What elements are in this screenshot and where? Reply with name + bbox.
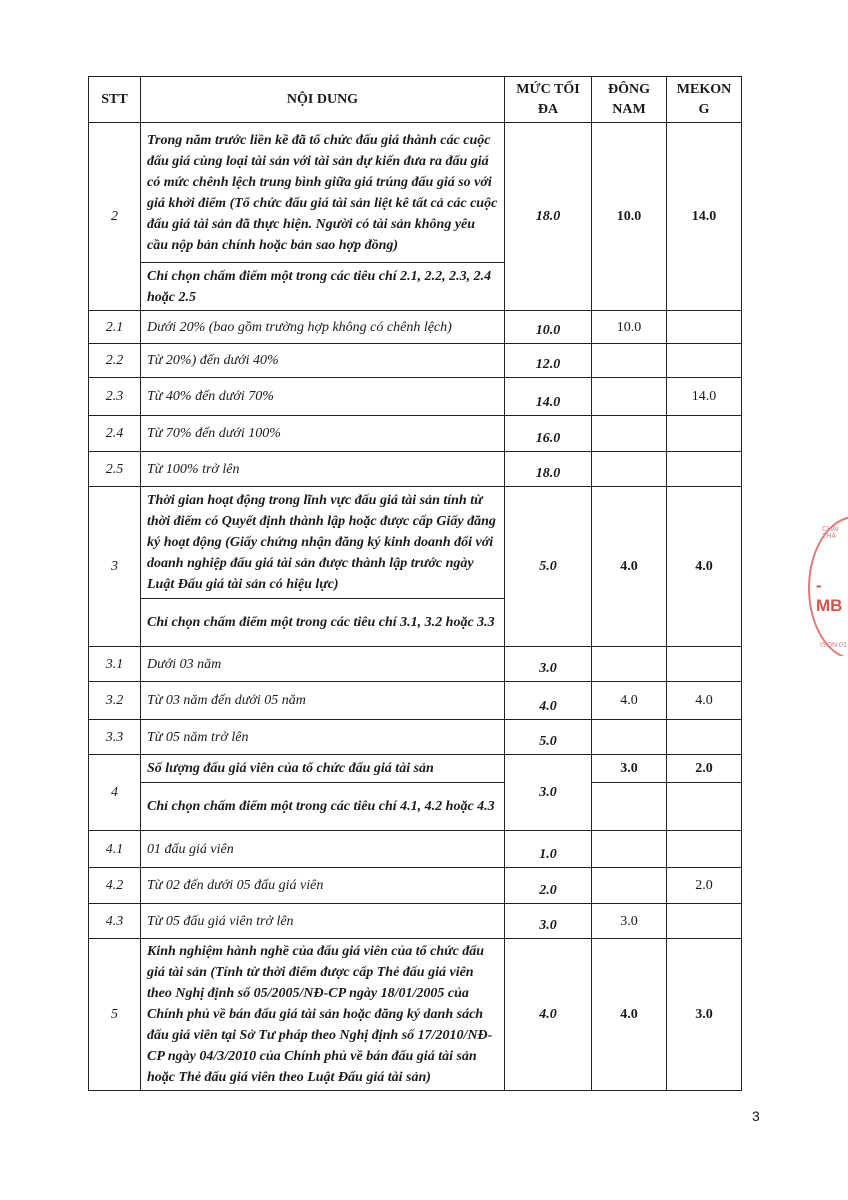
row-mekong: [667, 344, 742, 378]
table-row: [89, 344, 742, 378]
row-dong-nam: [592, 647, 667, 682]
row-content: Từ 20%) đến dưới 40%: [141, 344, 505, 378]
empty-cell: [667, 783, 742, 831]
table-row: [89, 311, 742, 344]
row-max: 1.0: [505, 831, 592, 868]
row-max: 4.0: [505, 939, 592, 1091]
header-max: MỨC TỐI ĐA: [505, 77, 592, 123]
stamp-bottom-text: ISON:01: [820, 642, 847, 649]
row-max: 18.0: [505, 123, 592, 311]
row-dong-nam: [592, 416, 667, 452]
row-stt: 4.1: [89, 831, 141, 868]
row-content: Từ 40% đến dưới 70%: [141, 378, 505, 416]
row-content: Từ 100% trở lên: [141, 452, 505, 487]
row-max: 3.0: [505, 647, 592, 682]
header-stt: STT: [89, 77, 141, 123]
row-mekong: 14.0: [667, 378, 742, 416]
table-row: [89, 682, 742, 720]
row-content: Dưới 20% (bao gồm trường hợp không có chênh lệch): [141, 311, 505, 344]
row-stt: 3: [89, 487, 141, 647]
row-mekong: [667, 416, 742, 452]
row-content: Thời gian hoạt động trong lĩnh vực đấu giá tài sản tính từ thời điểm có Quyết định thành lập hoặc được cấp Giấy đăng ký hoạt động (Giấy chứng nhận đăng ký kinh doanh đối với doanh nghiệp đấu giá tài sản được thành lập trước ngày Luật Đấu giá tài sản có hiệu lực): [141, 487, 505, 599]
row-dong-nam: [592, 378, 667, 416]
row-content: Số lượng đấu giá viên của tổ chức đấu giá tài sản: [141, 755, 505, 783]
row-content: Dưới 03 năm: [141, 647, 505, 682]
row-content: 01 đấu giá viên: [141, 831, 505, 868]
row-mekong: 4.0: [667, 682, 742, 720]
row-dong-nam: 10.0: [592, 123, 667, 311]
row-mekong: [667, 720, 742, 755]
row-mekong: [667, 831, 742, 868]
row-dong-nam: [592, 720, 667, 755]
header-dong-nam: ĐÔNG NAM: [592, 77, 667, 123]
table-row: [89, 378, 742, 416]
row-content: Chỉ chọn chấm điểm một trong các tiêu chí 3.1, 3.2 hoặc 3.3: [141, 599, 505, 647]
row-mekong: [667, 311, 742, 344]
row-mekong: [667, 647, 742, 682]
row-max: 3.0: [505, 904, 592, 939]
row-stt: 2: [89, 123, 141, 311]
empty-cell: [592, 783, 667, 831]
row-dong-nam: [592, 452, 667, 487]
table-row: [89, 720, 742, 755]
scoring-table: [88, 76, 742, 1091]
row-mekong: 3.0: [667, 939, 742, 1091]
header-content: NỘI DUNG: [141, 77, 505, 123]
table-row: [89, 452, 742, 487]
row-stt: 3.1: [89, 647, 141, 682]
row-max: 16.0: [505, 416, 592, 452]
row-dong-nam: 3.0: [592, 755, 667, 783]
row-max: 14.0: [505, 378, 592, 416]
row-stt: 2.1: [89, 311, 141, 344]
row-dong-nam: [592, 831, 667, 868]
row-dong-nam: 4.0: [592, 939, 667, 1091]
table-row: [89, 904, 742, 939]
stamp-text: -MB: [816, 576, 843, 615]
row-mekong: [667, 452, 742, 487]
row-stt: 2.5: [89, 452, 141, 487]
row-mekong: 4.0: [667, 487, 742, 647]
row-content: Từ 70% đến dưới 100%: [141, 416, 505, 452]
row-content: Kinh nghiệm hành nghề của đấu giá viên của tổ chức đấu giá tài sản (Tính từ thời điểm được cấp Thẻ đấu giá viên theo Nghị định số 05/2005/NĐ-CP ngày 18/01/2005 của Chính phủ về bán đấu giá tài sản hoặc đăng ký danh sách đấu giá viên tại Sở Tư pháp theo Nghị định số 17/2010/NĐ-CP ngày 04/3/2010 của Chính phủ về bán đấu giá tài sản hoặc Thẻ đấu giá viên theo Luật Đấu giá tài sản): [141, 939, 505, 1091]
row-content: Chỉ chọn chấm điểm một trong các tiêu chí 4.1, 4.2 hoặc 4.3: [141, 783, 505, 831]
table-row: [89, 868, 742, 904]
row-dong-nam: [592, 344, 667, 378]
header-mekong: MEKON G: [667, 77, 742, 123]
row-max: 10.0: [505, 311, 592, 344]
row-stt: 4.3: [89, 904, 141, 939]
row-stt: 5: [89, 939, 141, 1091]
table-row: [89, 647, 742, 682]
row-stt: 4: [89, 755, 141, 831]
row-content: Chỉ chọn chấm điểm một trong các tiêu chí 2.1, 2.2, 2.3, 2.4 hoặc 2.5: [141, 263, 505, 311]
row-dong-nam: 3.0: [592, 904, 667, 939]
row-stt: 3.3: [89, 720, 141, 755]
table-row: [89, 755, 742, 783]
row-max: 4.0: [505, 682, 592, 720]
row-stt: 4.2: [89, 868, 141, 904]
row-dong-nam: 4.0: [592, 487, 667, 647]
stamp-top-text: CHAI THÁ: [822, 526, 839, 540]
table-row: [89, 831, 742, 868]
row-mekong: [667, 904, 742, 939]
table-row: [89, 783, 742, 831]
row-mekong: 2.0: [667, 868, 742, 904]
row-stt: 2.2: [89, 344, 141, 378]
row-content: Trong năm trước liền kề đã tổ chức đấu giá thành các cuộc đấu giá cùng loại tài sản với tài sản dự kiến đưa ra đấu giá có mức chênh lệch trung bình giữa giá trúng đấu giá so với giá khởi điểm (Tổ chức đấu giá tài sản liệt kê tất cả các cuộc đấu giá tài sản đã thực hiện. Người có tài sản không yêu cầu nộp bản chính hoặc bản sao hợp đồng): [141, 123, 505, 263]
table-row: [89, 416, 742, 452]
row-content: Từ 05 năm trở lên: [141, 720, 505, 755]
row-max: 18.0: [505, 452, 592, 487]
row-max: 5.0: [505, 487, 592, 647]
row-dong-nam: 10.0: [592, 311, 667, 344]
page-number: 3: [752, 1108, 760, 1124]
table-row: [89, 123, 742, 263]
company-stamp: [802, 516, 848, 656]
row-stt: 2.4: [89, 416, 141, 452]
table-header-row: [89, 77, 742, 123]
row-max: 12.0: [505, 344, 592, 378]
table-row: [89, 939, 742, 1091]
row-mekong: 14.0: [667, 123, 742, 311]
row-max: 2.0: [505, 868, 592, 904]
table-row: [89, 487, 742, 599]
row-stt: 2.3: [89, 378, 141, 416]
row-content: Từ 02 đến dưới 05 đấu giá viên: [141, 868, 505, 904]
row-dong-nam: [592, 868, 667, 904]
row-content: Từ 05 đấu giá viên trở lên: [141, 904, 505, 939]
row-content: Từ 03 năm đến dưới 05 năm: [141, 682, 505, 720]
row-mekong: 2.0: [667, 755, 742, 783]
row-max: 5.0: [505, 720, 592, 755]
row-dong-nam: 4.0: [592, 682, 667, 720]
row-max: 3.0: [505, 755, 592, 831]
row-stt: 3.2: [89, 682, 141, 720]
